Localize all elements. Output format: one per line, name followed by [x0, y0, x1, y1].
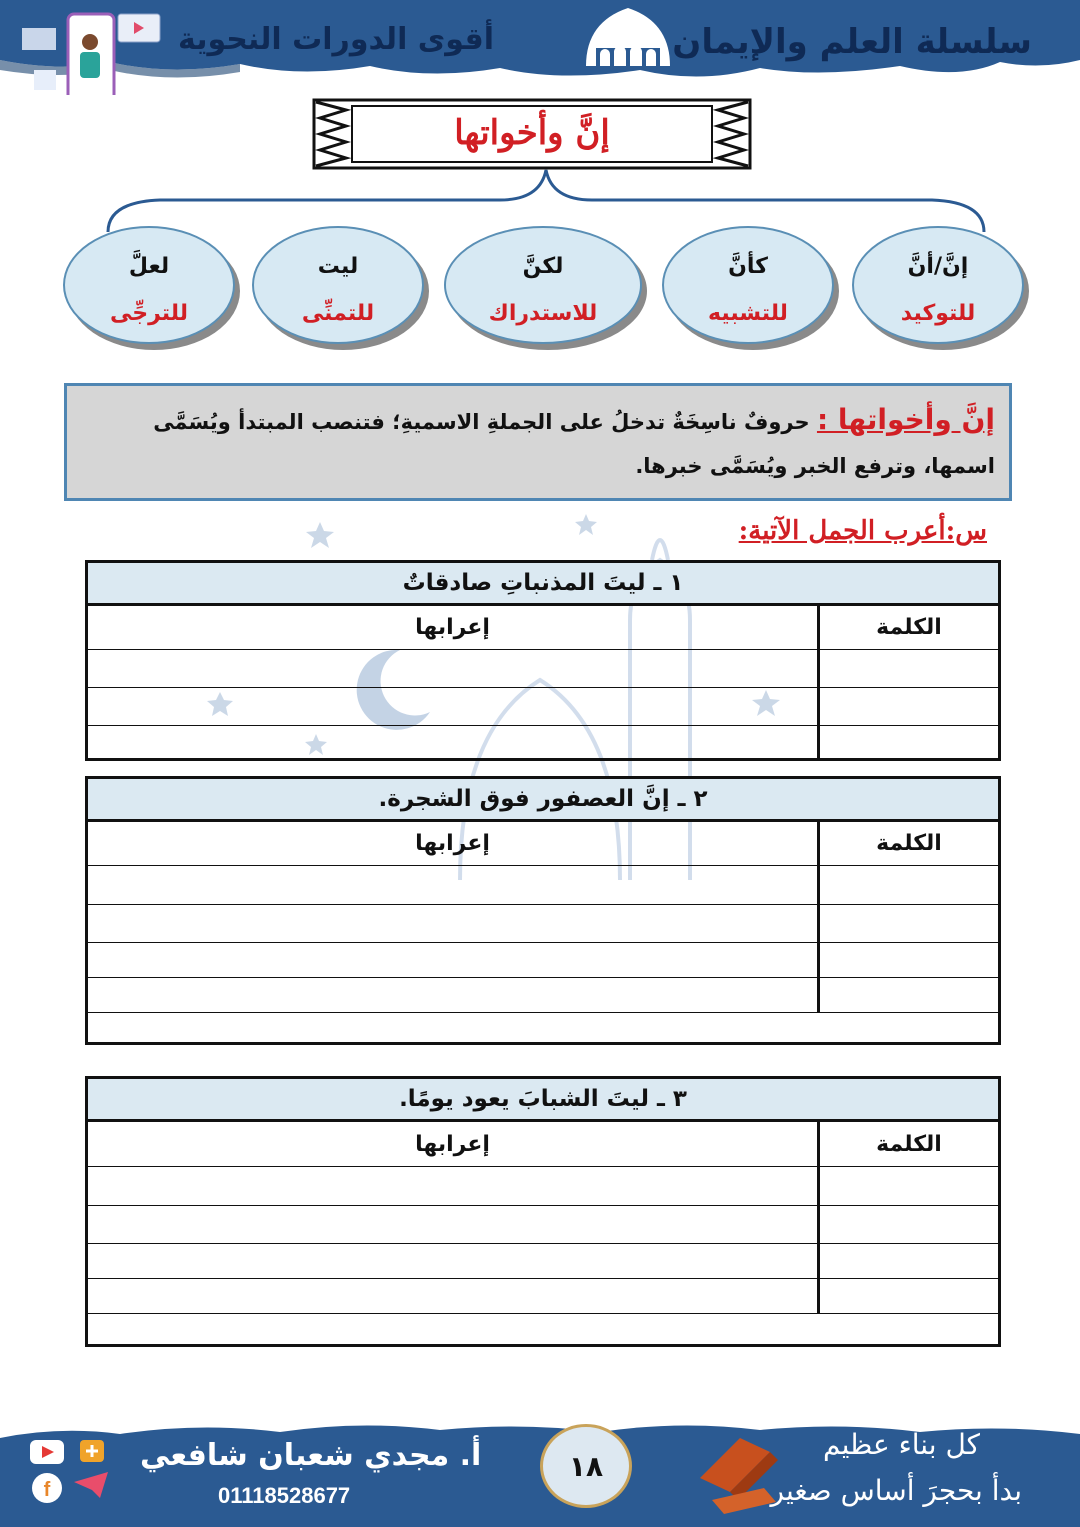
star-icon	[575, 514, 597, 535]
word-cell[interactable]	[817, 1167, 998, 1205]
word-column-header: الكلمة	[817, 1122, 998, 1166]
parse-cell[interactable]	[88, 1167, 817, 1205]
table-row	[88, 866, 998, 905]
parse-cell[interactable]	[88, 866, 817, 904]
parse-cell[interactable]	[88, 1013, 998, 1047]
page-title: إنَّ وأخواتها	[454, 113, 610, 153]
svg-text:f: f	[43, 1479, 51, 1501]
parse-cell[interactable]	[88, 1244, 817, 1278]
definition-box	[64, 383, 1012, 501]
table-row	[88, 1206, 998, 1244]
particle-use: للترجِّى	[109, 301, 189, 326]
word-column-header: الكلمة	[817, 606, 998, 649]
parse-cell[interactable]	[88, 726, 817, 760]
parse-cell[interactable]	[88, 650, 817, 687]
table-sentence: ٣ ـ ليتَ الشبابَ يعود يومًا.	[88, 1079, 998, 1122]
word-cell[interactable]	[817, 726, 998, 760]
teacher-phone: 01118528677	[218, 1483, 351, 1508]
parsing-table-3	[85, 1076, 1001, 1347]
parse-cell[interactable]	[88, 905, 817, 942]
table-header-row	[88, 1122, 998, 1167]
word-cell[interactable]	[817, 943, 998, 977]
parse-cell[interactable]	[88, 688, 817, 725]
parse-cell[interactable]	[88, 1314, 998, 1348]
table-row	[88, 905, 998, 943]
definition-text: حروفٌ ناسِخَةٌ تدخلُ على الجملةِ الاسميةِ؛ فتنصب المبتدأ ويُسَمَّى اسمها، وترفع الخبر ويُسَمَّى خبرها.	[153, 410, 995, 478]
table-row	[88, 1167, 998, 1206]
question-heading: س:أعرب الجمل الآتية:	[738, 516, 987, 546]
particle-name: إنَّ/أنَّ	[907, 254, 969, 279]
particle-name: كأنَّ	[728, 254, 768, 279]
parse-column-header: إعرابها	[415, 831, 490, 856]
word-cell[interactable]	[817, 905, 998, 942]
particle-use: للاستدراك	[488, 301, 598, 326]
table-sentence: ٢ ـ إنَّ العصفور فوق الشجرة.	[88, 779, 998, 822]
course-title: أقوى الدورات النحوية	[178, 22, 495, 57]
particle-oval-layta	[252, 226, 424, 344]
star-icon	[306, 522, 334, 548]
table-row	[88, 1279, 998, 1314]
facebook-icon	[32, 1473, 62, 1503]
add-icon	[80, 1440, 104, 1462]
table-row	[88, 1244, 998, 1279]
parsing-table-2	[85, 776, 1001, 1045]
particle-use: للتوكيد	[900, 301, 976, 326]
table-row	[88, 978, 998, 1013]
teacher-name: أ. مجدي شعبان شافعي	[140, 1438, 482, 1473]
word-cell[interactable]	[817, 1206, 998, 1243]
table-row	[88, 688, 998, 726]
parsing-table-1	[85, 560, 1001, 761]
table-row	[88, 650, 998, 688]
parse-cell[interactable]	[88, 1206, 817, 1243]
parse-cell[interactable]	[88, 943, 817, 977]
table-header-row	[88, 606, 998, 650]
table-header-row	[88, 822, 998, 866]
page-number: ١٨	[540, 1424, 632, 1508]
word-cell[interactable]	[817, 1279, 998, 1313]
table-row-full	[88, 1314, 998, 1348]
particle-use: للتشبيه	[708, 301, 788, 326]
youtube-icon	[30, 1440, 64, 1464]
parse-cell[interactable]	[88, 1279, 817, 1313]
parse-column-header: إعرابها	[415, 1131, 490, 1157]
particle-name: لعلَّ	[128, 254, 170, 279]
particle-name: لكنَّ	[522, 254, 564, 279]
word-cell[interactable]	[817, 978, 998, 1012]
motto-line-2: بدأ بحجرَ أساس صغير	[770, 1474, 1022, 1507]
motto-line-1: كل بناء عظيم	[822, 1428, 980, 1461]
table-row	[88, 726, 998, 760]
particle-use: للتمنِّى	[301, 301, 375, 326]
table-row-full	[88, 1013, 998, 1047]
word-cell[interactable]	[817, 688, 998, 725]
word-cell[interactable]	[817, 866, 998, 904]
word-cell[interactable]	[817, 1244, 998, 1278]
particle-name: ليت	[317, 254, 359, 279]
particle-oval-laalla	[63, 226, 235, 344]
particle-oval-kaanna	[662, 226, 834, 344]
parse-column-header: إعرابها	[415, 615, 490, 640]
series-title: سلسلة العلم والإيمان	[672, 22, 1032, 62]
table-sentence: ١ ـ ليتَ المذنباتِ صادقاتٌ	[88, 563, 998, 606]
parse-cell[interactable]	[88, 978, 817, 1012]
definition-term: إنَّ وأخواتها :	[816, 403, 995, 436]
table-row	[88, 943, 998, 978]
word-cell[interactable]	[817, 650, 998, 687]
word-column-header: الكلمة	[817, 822, 998, 865]
particle-oval-inna	[852, 226, 1024, 344]
particle-oval-lakinna	[444, 226, 642, 344]
